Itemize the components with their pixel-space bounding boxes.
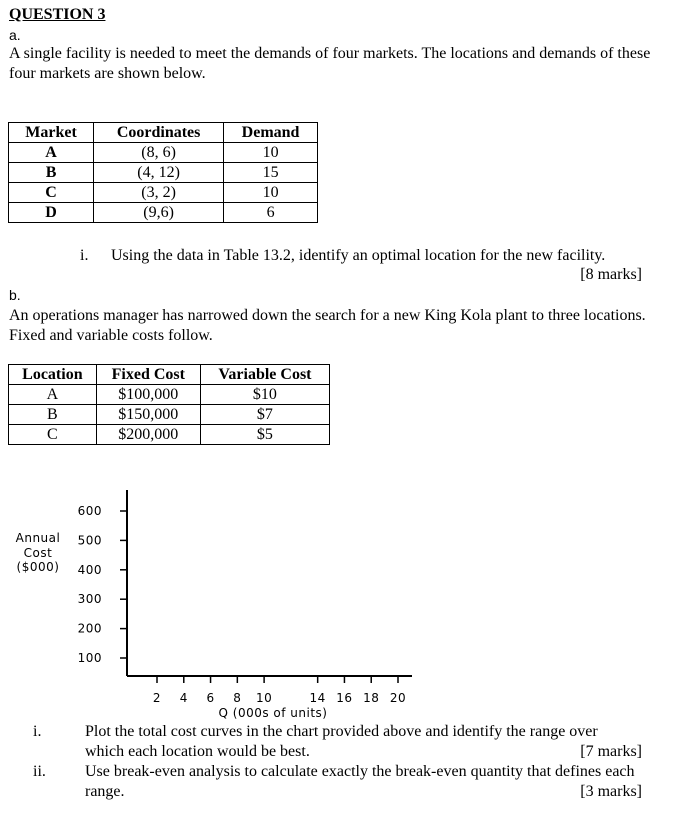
demand-header: Demand xyxy=(224,123,318,143)
coordinates-header: Coordinates xyxy=(94,123,224,143)
y-tick-label: 200 xyxy=(77,621,102,636)
location-cost-table xyxy=(8,364,330,445)
part-a-question-marks: [8 marks] xyxy=(580,266,642,283)
y-tick-label: 100 xyxy=(77,651,102,665)
part-b-question-ii-number: ii. xyxy=(33,763,46,780)
x-axis-label: Q (000s of units) xyxy=(218,706,328,720)
coordinates-cell: (8, 6) xyxy=(94,143,224,163)
coordinates-cell: (3, 2) xyxy=(94,183,224,203)
y-axis-label-line: Annual xyxy=(15,531,61,545)
table-row xyxy=(9,143,318,163)
x-tick-label: 2 xyxy=(152,691,162,705)
part-b-label: b. xyxy=(9,287,21,303)
demand-cell: 10 xyxy=(224,183,318,203)
part-b-question-i-line2: which each location would be best. xyxy=(85,743,310,760)
location-header: Location xyxy=(9,365,97,385)
part-b-question-ii-marks: [3 marks] xyxy=(580,783,642,800)
demand-cell: 6 xyxy=(224,203,318,223)
y-tick-label: 300 xyxy=(77,592,102,607)
x-tick-label: 4 xyxy=(179,691,188,705)
table-row xyxy=(9,183,318,203)
fixed-cost-cell: $100,000 xyxy=(96,385,200,405)
variable-cost-cell: $7 xyxy=(200,405,329,425)
part-b-question-i-marks: [7 marks] xyxy=(580,743,642,760)
x-tick-label: 16 xyxy=(336,691,353,705)
market-cell: C xyxy=(9,183,94,203)
market-cell: A xyxy=(9,143,94,163)
market-table xyxy=(8,122,318,223)
variable-cost-cell: $10 xyxy=(200,385,329,405)
part-b-question-ii-line1: Use break-even analysis to calculate exactly the break-even quantity that defines each xyxy=(85,763,635,780)
location-cell: B xyxy=(9,405,97,425)
part-a-label: a. xyxy=(9,27,21,43)
x-tick-label: 20 xyxy=(389,691,407,705)
fixed-cost-cell: $200,000 xyxy=(96,425,200,445)
part-b-question-ii-line2: range. xyxy=(85,783,125,800)
chart-axes xyxy=(127,490,412,676)
coordinates-cell: (4, 12) xyxy=(94,163,224,183)
market-header: Market xyxy=(9,123,94,143)
part-a-question-text: Using the data in Table 13.2, identify an optimal location for the new facility. xyxy=(111,247,606,264)
part-a-intro: A single facility is needed to meet the demands of four markets. The locations and demands of these four markets are shown below. xyxy=(9,45,651,82)
part-b-intro: An operations manager has narrowed down the search for a new King Kola plant to three locations. Fixed and variable costs follow. xyxy=(9,307,646,344)
part-a-question-number: i. xyxy=(80,247,89,264)
y-axis-label-line: Cost xyxy=(23,546,53,560)
x-tick-label: 6 xyxy=(206,691,215,705)
part-b-question-i-number: i. xyxy=(33,723,42,740)
table-row xyxy=(9,425,330,445)
fixed-cost-header: Fixed Cost xyxy=(96,365,200,385)
variable-cost-header: Variable Cost xyxy=(200,365,329,385)
y-ticks xyxy=(78,504,127,665)
fixed-cost-cell: $150,000 xyxy=(96,405,200,425)
y-tick-label: 600 xyxy=(77,504,102,518)
part-b-question-i-line1: Plot the total cost curves in the chart provided above and identify the range over xyxy=(85,723,598,740)
break-even-chart xyxy=(0,480,694,725)
x-tick-label: 8 xyxy=(233,691,242,705)
demand-cell: 10 xyxy=(224,143,318,163)
table-row xyxy=(9,405,330,425)
y-axis-label-line: ($000) xyxy=(16,560,60,574)
x-tick-label: 10 xyxy=(255,691,273,705)
table-row xyxy=(9,385,330,405)
table-row xyxy=(9,163,318,183)
y-tick-label: 500 xyxy=(77,533,102,548)
location-cell: A xyxy=(9,385,97,405)
question-title: QUESTION 3 xyxy=(9,6,106,23)
x-ticks xyxy=(153,676,406,705)
x-tick-label: 14 xyxy=(309,691,326,705)
market-cell: D xyxy=(9,203,94,223)
variable-cost-cell: $5 xyxy=(200,425,329,445)
location-cell: C xyxy=(9,425,97,445)
x-tick-label: 18 xyxy=(363,691,380,705)
y-tick-label: 400 xyxy=(77,562,102,577)
demand-cell: 15 xyxy=(224,163,318,183)
y-axis-label xyxy=(16,531,61,574)
coordinates-cell: (9,6) xyxy=(94,203,224,223)
market-cell: B xyxy=(9,163,94,183)
table-row xyxy=(9,203,318,223)
